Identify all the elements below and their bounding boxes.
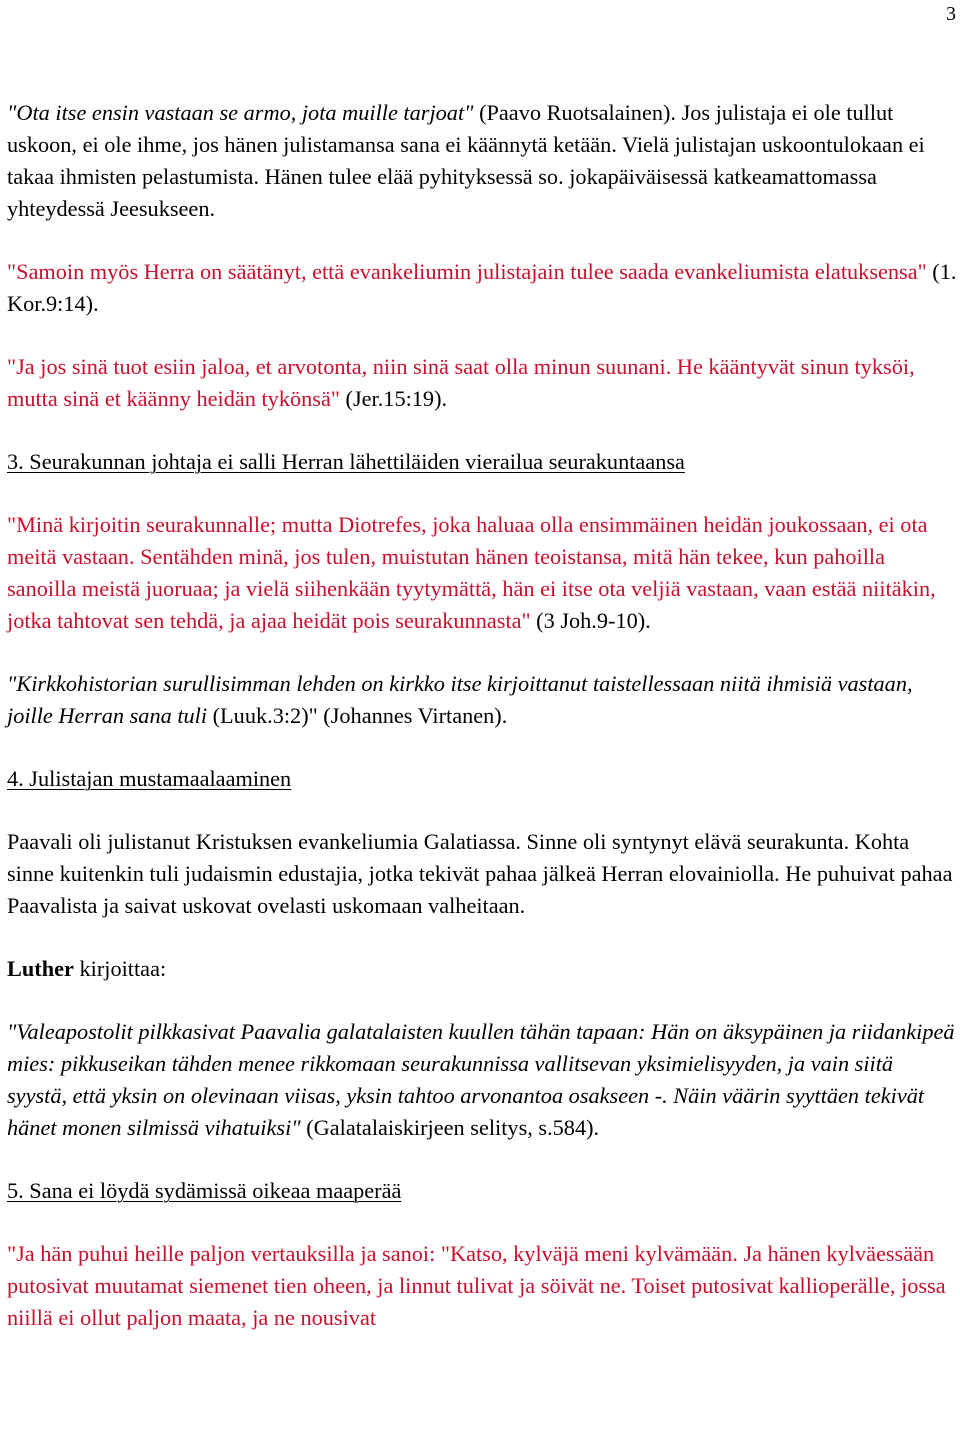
document-body: [7, 97, 957, 1334]
paragraph-luther-intro: [7, 953, 957, 985]
bible-quote: "Ja jos sinä tuot esiin jaloa, et arvotonta, niin sinä saat olla minun suunani. He kääntyvät sinun tyksöi, mutta sinä et käänny heidän tykönsä": [7, 354, 915, 411]
paragraph-luther-quote: [7, 1016, 957, 1144]
section-heading-4: [7, 763, 957, 795]
bible-quote: "Minä kirjoitin seurakunnalle; mutta Diotrefes, joka haluaa olla ensimmäinen heidän joukossaan, ei ota meitä vastaan. Sentähden minä, jos tulen, muistutan hänen teoistansa, mitä hän tekee, kun pahoilla sanoilla meistä juoruaa; ja vielä siihenkään tyytymättä, hän ei itse ota veljiä vastaan, vaan estää niitäkin, jotka tahtovat sen tehdä, ja ajaa heidät pois seurakunnasta": [7, 512, 936, 633]
page-number: 3: [946, 3, 956, 25]
paragraph-kylvaja-quote: "Ja hän puhui heille paljon vertauksilla ja sanoi: "Katso, kylväjä meni kylvämään. Ja hänen kylväessään putosivat muutamat siemenet tien oheen, ja linnut tulivat ja söivät ne. Toiset putosivat kallioperälle, jossa niillä ei ollut paljon maata, ja ne nousivat: [7, 1241, 946, 1330]
paragraph-text: kirjoittaa:: [73, 956, 167, 981]
bible-quote: "Samoin myös Herra on säätänyt, että evankeliumin julistajain tulee saada evankeliumista elatuksensa": [7, 259, 927, 284]
bible-reference: (3 Joh.9-10).: [530, 608, 651, 633]
heading-text: 5. Sana ei löydä sydämissä oikeaa maaperää: [7, 1178, 402, 1203]
heading-text: 3. Seurakunnan johtaja ei salli Herran lähettiläiden vierailua seurakuntaansa: [7, 449, 685, 474]
quote-reference: (Luuk.3:2)" (Johannes Virtanen).: [207, 703, 508, 728]
author-name: Luther: [7, 956, 74, 981]
quote-reference: (Galatalaiskirjeen selitys, s.584).: [300, 1115, 600, 1140]
bible-reference: (1. Kor.9:14).: [7, 259, 957, 316]
section-heading-3: [7, 446, 957, 478]
paragraph-armo: [7, 97, 957, 225]
section-heading-5: [7, 1175, 957, 1207]
paragraph-jer-quote: [7, 351, 957, 415]
paragraph-text: (Paavo Ruotsalainen). Jos julistaja ei ole tullut uskoon, ei ole ihme, jos hänen julistamansa sana ei käännytä ketään. Vielä julistajan uskoontulokaan ei takaa ihmisten pelastumista. Hänen tulee elää pyhityksessä so. jokapäiväisessä katkeamattomassa yhteydessä Jeesukseen.: [7, 100, 925, 221]
paragraph-virtanen-quote: [7, 668, 957, 732]
quote-ruotsalainen: "Ota itse ensin vastaan se armo, jota muille tarjoat": [7, 100, 474, 125]
italic-quote: "Valeapostolit pilkkasivat Paavalia galatalaisten kuullen tähän tapaan: Hän on äksypäinen ja riidankipeä mies: pikkuseikan tähden menee rikkomaan seurakunnissa vallitsevan yksimielisyyden, ja vain siitä syystä, että yksin on olevinaan viisas, yksin tahtoo arvonantoa osakseen -. Näin väärin syyttäen tekivät hänet monen silmissä vihatuiksi": [7, 1019, 955, 1140]
paragraph-kor-quote: [7, 256, 957, 320]
heading-text: 4. Julistajan mustamaalaaminen: [7, 766, 292, 791]
italic-quote: "Kirkkohistorian surullisimman lehden on kirkko itse kirjoittanut taistellessaan niitä ihmisiä vastaan, joille Herran sana tuli: [7, 671, 913, 728]
bible-reference: (Jer.15:19).: [339, 386, 448, 411]
paragraph-paavali: Paavali oli julistanut Kristuksen evankeliumia Galatiassa. Sinne oli syntynyt elävä seurakunta. Kohta sinne kuitenkin tuli judaismin edustajia, jotka tekivät pahaa jälkeä Herran elovainiolla. He puhuivat pahaa Paavalista ja saivat uskovat ovelasti uskomaan valheitaan.: [7, 829, 953, 918]
paragraph-joh-quote: [7, 509, 957, 637]
